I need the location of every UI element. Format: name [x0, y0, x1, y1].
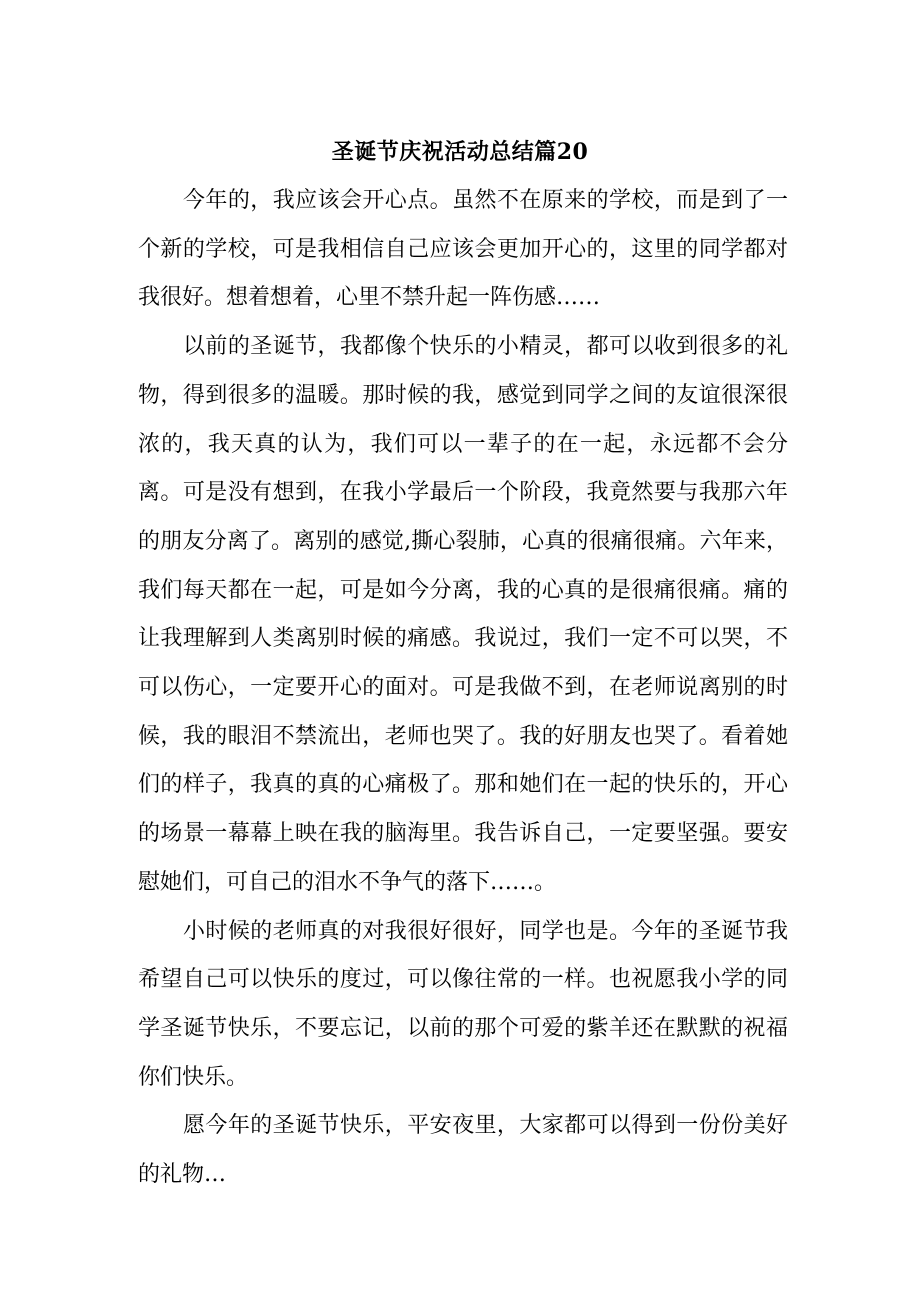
paragraph-2: 以前的圣诞节，我都像个快乐的小精灵，都可以收到很多的礼物，得到很多的温暖。那时候的我，感觉到同学之间的友谊很深很浓的，我天真的认为，我们可以一辈子的在一起，永远都不会分离。可是没有想到，在我小学最后一个阶段，我竟然要与我那六年的朋友分离了。离别的感觉,撕心裂肺，心真的很痛很痛。六年来，我们每天都在一起，可是如今分离，我的心真的是很痛很痛。痛的让我理解到人类离别时候的痛感。我说过，我们一定不可以哭，不可以伤心，一定要开心的面对。可是我做不到，在老师说离别的时候，我的眼泪不禁流出，老师也哭了。我的好朋友也哭了。看着她们的样子，我真的真的心痛极了。那和她们在一起的快乐的，开心的场景一幕幕上映在我的脑海里。我告诉自己，一定要坚强。要安慰她们，可自己的泪水不争气的落下……。	[138, 334, 788, 895]
document-title: 圣诞节庆祝活动总结篇20	[331, 139, 589, 165]
document-body	[138, 177, 788, 1200]
paragraph-3: 小时候的老师真的对我很好很好，同学也是。今年的圣诞节我希望自己可以快乐的度过，可以像往常的一样。也祝愿我小学的同学圣诞节快乐，不要忘记，以前的那个可爱的紫羊还在默默的祝福你们快乐。	[138, 918, 788, 1090]
paragraph-4: 愿今年的圣诞节快乐，平安夜里，大家都可以得到一份份美好的礼物…	[138, 1113, 788, 1188]
paragraph-1: 今年的，我应该会开心点。虽然不在原来的学校，而是到了一个新的学校，可是我相信自己应该会更加开心的，这里的同学都对我很好。想着想着，心里不禁升起一阵伤感……	[138, 188, 788, 311]
